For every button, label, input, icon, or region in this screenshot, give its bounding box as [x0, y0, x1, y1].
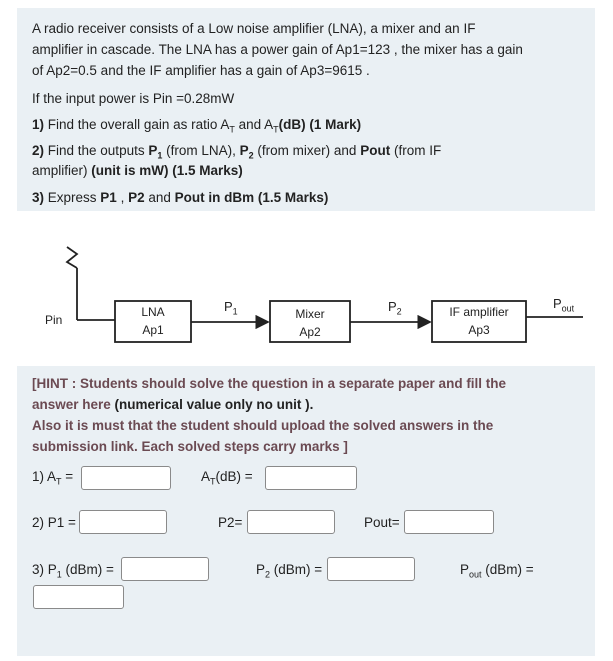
p2-label	[388, 299, 402, 317]
pout-dbm-label	[460, 561, 534, 579]
p2-label-sub: 2	[396, 306, 402, 317]
p1-answer-label: 2) P1 =	[32, 515, 76, 530]
pout-dbm-eq: (dBm) =	[481, 562, 534, 577]
hint-line-1: [HINT : Students should solve the question in a separate paper and fill the	[32, 376, 507, 391]
p2-dbm-sub: 2	[265, 569, 271, 580]
pout-label-main: P	[553, 296, 562, 311]
pout-dbm-input[interactable]	[33, 585, 124, 609]
p1-dbm-label	[32, 561, 114, 579]
pout-answer-label: Pout=	[364, 515, 400, 530]
p1-dbm-eq: (dBm) =	[61, 562, 114, 577]
q3-and: and	[144, 190, 175, 205]
pout-label	[553, 296, 575, 314]
p2-dbm-label	[256, 561, 322, 579]
q3-marks: (1.5 Marks)	[254, 190, 329, 205]
p2-dbm-text: P	[256, 562, 266, 577]
mixer-title: Mixer	[295, 307, 325, 321]
pout-label-sub: out	[561, 303, 575, 314]
q1-sub-1: T	[229, 124, 235, 135]
p2-dbm-eq: (dBm) =	[270, 562, 323, 577]
at-db-eq: (dB) =	[215, 469, 253, 484]
q1-number: 1)	[32, 117, 48, 132]
at-ratio-sub: T	[56, 476, 62, 487]
at-db-label	[201, 468, 253, 486]
if-gain: Ap3	[468, 323, 490, 337]
q2-amplifier: amplifier)	[32, 163, 92, 178]
hint-answer-here: answer here	[32, 397, 115, 412]
lna-title: LNA	[141, 305, 165, 319]
pout-dbm-text: P	[460, 562, 470, 577]
q2-number: 2)	[32, 143, 48, 158]
q1-db-marks: (dB) (1 Mark)	[278, 117, 362, 132]
hint-line-3: Also it is must that the student should upload the solved answers in the	[32, 418, 494, 433]
p2-answer-label: P2=	[218, 515, 243, 530]
q2-p2: P	[239, 143, 249, 158]
p2-label-main: P	[388, 299, 397, 314]
input-power-line: If the input power is Pin =0.28mW	[32, 91, 235, 106]
at-ratio-eq: =	[61, 469, 74, 484]
q2-p1: P	[148, 143, 158, 158]
antenna-icon	[67, 247, 77, 268]
q3-comma: ,	[116, 190, 129, 205]
pout-dbm-sub: out	[469, 569, 482, 580]
p1-dbm-input[interactable]	[121, 557, 209, 581]
p1-answer-input[interactable]	[79, 510, 167, 534]
q2-from-mixer: (from mixer) and	[253, 143, 361, 158]
q2-unit-marks: (unit is mW) (1.5 Marks)	[91, 163, 243, 178]
q3-number: 3)	[32, 190, 48, 205]
q1-sub-2: T	[273, 124, 279, 135]
hint-line-2	[32, 395, 313, 415]
q2-from-if: (from IF	[390, 143, 442, 158]
if-title: IF amplifier	[449, 305, 509, 319]
q2-p1-sub: 1	[157, 150, 163, 161]
q3-express: Express	[47, 190, 101, 205]
at-ratio-input[interactable]	[81, 466, 171, 490]
p1-label-main: P	[224, 299, 233, 314]
p1-dbm-sub: 1	[56, 569, 62, 580]
p2-dbm-input[interactable]	[327, 557, 415, 581]
p1-label	[224, 299, 238, 317]
p2-answer-input[interactable]	[247, 510, 335, 534]
lna-gain: Ap1	[142, 323, 164, 337]
q3-p1: P1	[100, 190, 117, 205]
pin-label: Pin	[45, 313, 63, 327]
q3-pout-dbm: Pout in dBm	[174, 190, 255, 205]
q3-p2: P2	[128, 190, 145, 205]
at-db-text: A	[201, 469, 211, 484]
intro-line-3: of Ap2=0.5 and the IF amplifier has a gain of Ap3=9615 .	[32, 63, 370, 78]
p1-label-sub: 1	[232, 306, 238, 317]
p1-dbm-text: 3) P	[32, 562, 57, 577]
q2-pout: Pout	[360, 143, 391, 158]
q1-and: and A	[234, 117, 274, 132]
intro-line-2: amplifier in cascade. The LNA has a power gain of Ap1=123 , the mixer has a gain	[32, 42, 523, 57]
q2-text: Find the outputs	[47, 143, 149, 158]
at-ratio-text: 1) A	[32, 469, 57, 484]
q2-p2-sub: 2	[248, 150, 254, 161]
intro-line-1: A radio receiver consists of a Low noise amplifier (LNA), a mixer and an IF	[32, 21, 476, 36]
at-db-sub: T	[210, 476, 216, 487]
pout-answer-input[interactable]	[404, 510, 494, 534]
hint-line-4: submission link. Each solved steps carry marks ]	[32, 439, 348, 454]
q1-text: Find the overall gain as ratio A	[47, 117, 230, 132]
at-ratio-label	[32, 468, 73, 486]
at-db-input[interactable]	[265, 466, 357, 490]
hint-numerical-only: (numerical value only no unit ).	[114, 397, 314, 412]
q2-from-lna: (from LNA),	[162, 143, 240, 158]
mixer-gain: Ap2	[299, 325, 321, 339]
